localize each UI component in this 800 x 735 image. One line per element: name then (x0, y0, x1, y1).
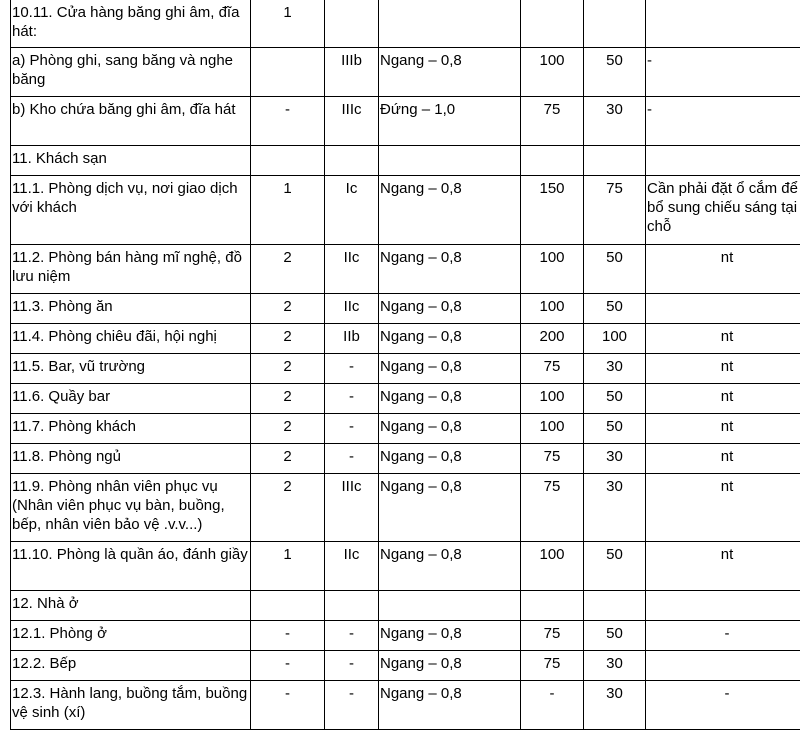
min-illuminance-cell: 30 (584, 354, 646, 384)
note-cell: nt (646, 542, 800, 591)
min-illuminance-cell: 30 (584, 97, 646, 146)
min-illuminance-cell (584, 591, 646, 621)
note-cell: nt (646, 414, 800, 444)
category-cell: 2 (251, 444, 325, 474)
table-row (11, 621, 800, 651)
working-plane-cell: Đứng – 1,0 (379, 97, 521, 146)
note-cell: Cần phải đặt ổ cắm để bổ sung chiếu sáng tại chỗ (646, 176, 800, 245)
category-cell: 2 (251, 245, 325, 294)
table-row (11, 542, 800, 591)
note-cell: nt (646, 474, 800, 542)
category-cell: 2 (251, 354, 325, 384)
note-cell: nt (646, 444, 800, 474)
grade-cell: - (325, 651, 379, 681)
working-plane-cell: Ngang – 0,8 (379, 176, 521, 245)
note-cell: nt (646, 324, 800, 354)
min-illuminance-cell: 50 (584, 384, 646, 414)
room-name-cell: 11.9. Phòng nhân viên phục vụ (Nhân viên phục vụ bàn, buồng, bếp, nhân viên bảo vệ .v.v...) (11, 474, 251, 542)
note-cell: - (646, 621, 800, 651)
table-row (11, 474, 800, 542)
illuminance-cell: 75 (521, 444, 584, 474)
table-row (11, 444, 800, 474)
illuminance-cell: 75 (521, 474, 584, 542)
grade-cell (325, 0, 379, 48)
table-row (11, 97, 800, 146)
category-cell: 2 (251, 474, 325, 542)
working-plane-cell: Ngang – 0,8 (379, 474, 521, 542)
table-row (11, 294, 800, 324)
room-name-cell: a) Phòng ghi, sang băng và nghe băng (11, 48, 251, 97)
illuminance-cell (521, 591, 584, 621)
category-cell: 1 (251, 542, 325, 591)
table-row (11, 48, 800, 97)
grade-cell: - (325, 384, 379, 414)
table-row (11, 0, 800, 48)
illuminance-cell: 100 (521, 384, 584, 414)
illuminance-cell: 100 (521, 542, 584, 591)
working-plane-cell: Ngang – 0,8 (379, 651, 521, 681)
room-name-cell: 12.3. Hành lang, buồng tắm, buồng vệ sinh (xí) (11, 681, 251, 730)
note-cell (646, 146, 800, 176)
min-illuminance-cell: 50 (584, 542, 646, 591)
room-name-cell: 11.10. Phòng là quần áo, đánh giầy (11, 542, 251, 591)
illuminance-cell: 100 (521, 245, 584, 294)
min-illuminance-cell: 30 (584, 474, 646, 542)
note-cell (646, 591, 800, 621)
min-illuminance-cell: 50 (584, 245, 646, 294)
note-cell: nt (646, 245, 800, 294)
grade-cell: IIb (325, 324, 379, 354)
illuminance-cell (521, 146, 584, 176)
working-plane-cell (379, 146, 521, 176)
table-row (11, 245, 800, 294)
illuminance-cell: 200 (521, 324, 584, 354)
working-plane-cell: Ngang – 0,8 (379, 324, 521, 354)
table-row (11, 176, 800, 245)
room-name-cell: 11.5. Bar, vũ trường (11, 354, 251, 384)
table-row (11, 414, 800, 444)
grade-cell: - (325, 621, 379, 651)
working-plane-cell: Ngang – 0,8 (379, 681, 521, 730)
min-illuminance-cell: 30 (584, 444, 646, 474)
grade-cell: IIIc (325, 97, 379, 146)
table-row (11, 591, 800, 621)
illuminance-cell: - (521, 681, 584, 730)
table-row (11, 681, 800, 730)
illuminance-cell: 100 (521, 48, 584, 97)
category-cell: - (251, 97, 325, 146)
working-plane-cell: Ngang – 0,8 (379, 444, 521, 474)
working-plane-cell: Ngang – 0,8 (379, 245, 521, 294)
min-illuminance-cell: 30 (584, 651, 646, 681)
category-cell: - (251, 621, 325, 651)
grade-cell: IIc (325, 245, 379, 294)
lighting-standards-table (10, 0, 800, 730)
min-illuminance-cell: 50 (584, 414, 646, 444)
grade-cell: IIIc (325, 474, 379, 542)
category-cell: 2 (251, 324, 325, 354)
room-name-cell: 11. Khách sạn (11, 146, 251, 176)
grade-cell: - (325, 444, 379, 474)
category-cell: 2 (251, 294, 325, 324)
working-plane-cell: Ngang – 0,8 (379, 354, 521, 384)
room-name-cell: 12. Nhà ở (11, 591, 251, 621)
illuminance-cell: 75 (521, 621, 584, 651)
grade-cell: - (325, 354, 379, 384)
room-name-cell: 11.8. Phòng ngủ (11, 444, 251, 474)
grade-cell: IIc (325, 294, 379, 324)
working-plane-cell: Ngang – 0,8 (379, 294, 521, 324)
grade-cell: IIc (325, 542, 379, 591)
working-plane-cell: Ngang – 0,8 (379, 542, 521, 591)
illuminance-cell: 75 (521, 651, 584, 681)
note-cell: nt (646, 384, 800, 414)
room-name-cell: 11.3. Phòng ăn (11, 294, 251, 324)
note-cell: - (646, 97, 800, 146)
grade-cell (325, 591, 379, 621)
table-row (11, 384, 800, 414)
note-cell: - (646, 681, 800, 730)
illuminance-cell: 75 (521, 97, 584, 146)
illuminance-cell: 150 (521, 176, 584, 245)
note-cell: nt (646, 354, 800, 384)
working-plane-cell (379, 0, 521, 48)
min-illuminance-cell: 50 (584, 294, 646, 324)
note-cell (646, 294, 800, 324)
category-cell (251, 146, 325, 176)
category-cell: 2 (251, 384, 325, 414)
table-row (11, 354, 800, 384)
illuminance-cell: 100 (521, 294, 584, 324)
room-name-cell: 12.1. Phòng ở (11, 621, 251, 651)
min-illuminance-cell: 100 (584, 324, 646, 354)
table-row (11, 324, 800, 354)
category-cell: 1 (251, 0, 325, 48)
working-plane-cell: Ngang – 0,8 (379, 414, 521, 444)
note-cell: - (646, 48, 800, 97)
min-illuminance-cell: 50 (584, 48, 646, 97)
category-cell: - (251, 651, 325, 681)
room-name-cell: 11.6. Quầy bar (11, 384, 251, 414)
grade-cell (325, 146, 379, 176)
grade-cell: - (325, 414, 379, 444)
room-name-cell: 11.2. Phòng bán hàng mĩ nghệ, đồ lưu niệm (11, 245, 251, 294)
note-cell (646, 0, 800, 48)
category-cell (251, 48, 325, 97)
room-name-cell: 11.4. Phòng chiêu đãi, hội nghị (11, 324, 251, 354)
category-cell: 2 (251, 414, 325, 444)
category-cell: - (251, 681, 325, 730)
illuminance-cell: 100 (521, 414, 584, 444)
grade-cell: IIIb (325, 48, 379, 97)
table-row (11, 651, 800, 681)
illuminance-cell (521, 0, 584, 48)
working-plane-cell: Ngang – 0,8 (379, 384, 521, 414)
working-plane-cell: Ngang – 0,8 (379, 621, 521, 651)
working-plane-cell (379, 591, 521, 621)
illuminance-cell: 75 (521, 354, 584, 384)
min-illuminance-cell: 50 (584, 621, 646, 651)
category-cell: 1 (251, 176, 325, 245)
grade-cell: - (325, 681, 379, 730)
min-illuminance-cell: 30 (584, 681, 646, 730)
min-illuminance-cell (584, 0, 646, 48)
min-illuminance-cell (584, 146, 646, 176)
room-name-cell: 12.2. Bếp (11, 651, 251, 681)
table-row (11, 146, 800, 176)
min-illuminance-cell: 75 (584, 176, 646, 245)
room-name-cell: b) Kho chứa băng ghi âm, đĩa hát (11, 97, 251, 146)
category-cell (251, 591, 325, 621)
grade-cell: Ic (325, 176, 379, 245)
room-name-cell: 10.11. Cửa hàng băng ghi âm, đĩa hát: (11, 0, 251, 48)
note-cell (646, 651, 800, 681)
room-name-cell: 11.7. Phòng khách (11, 414, 251, 444)
room-name-cell: 11.1. Phòng dịch vụ, nơi giao dịch với khách (11, 176, 251, 245)
working-plane-cell: Ngang – 0,8 (379, 48, 521, 97)
